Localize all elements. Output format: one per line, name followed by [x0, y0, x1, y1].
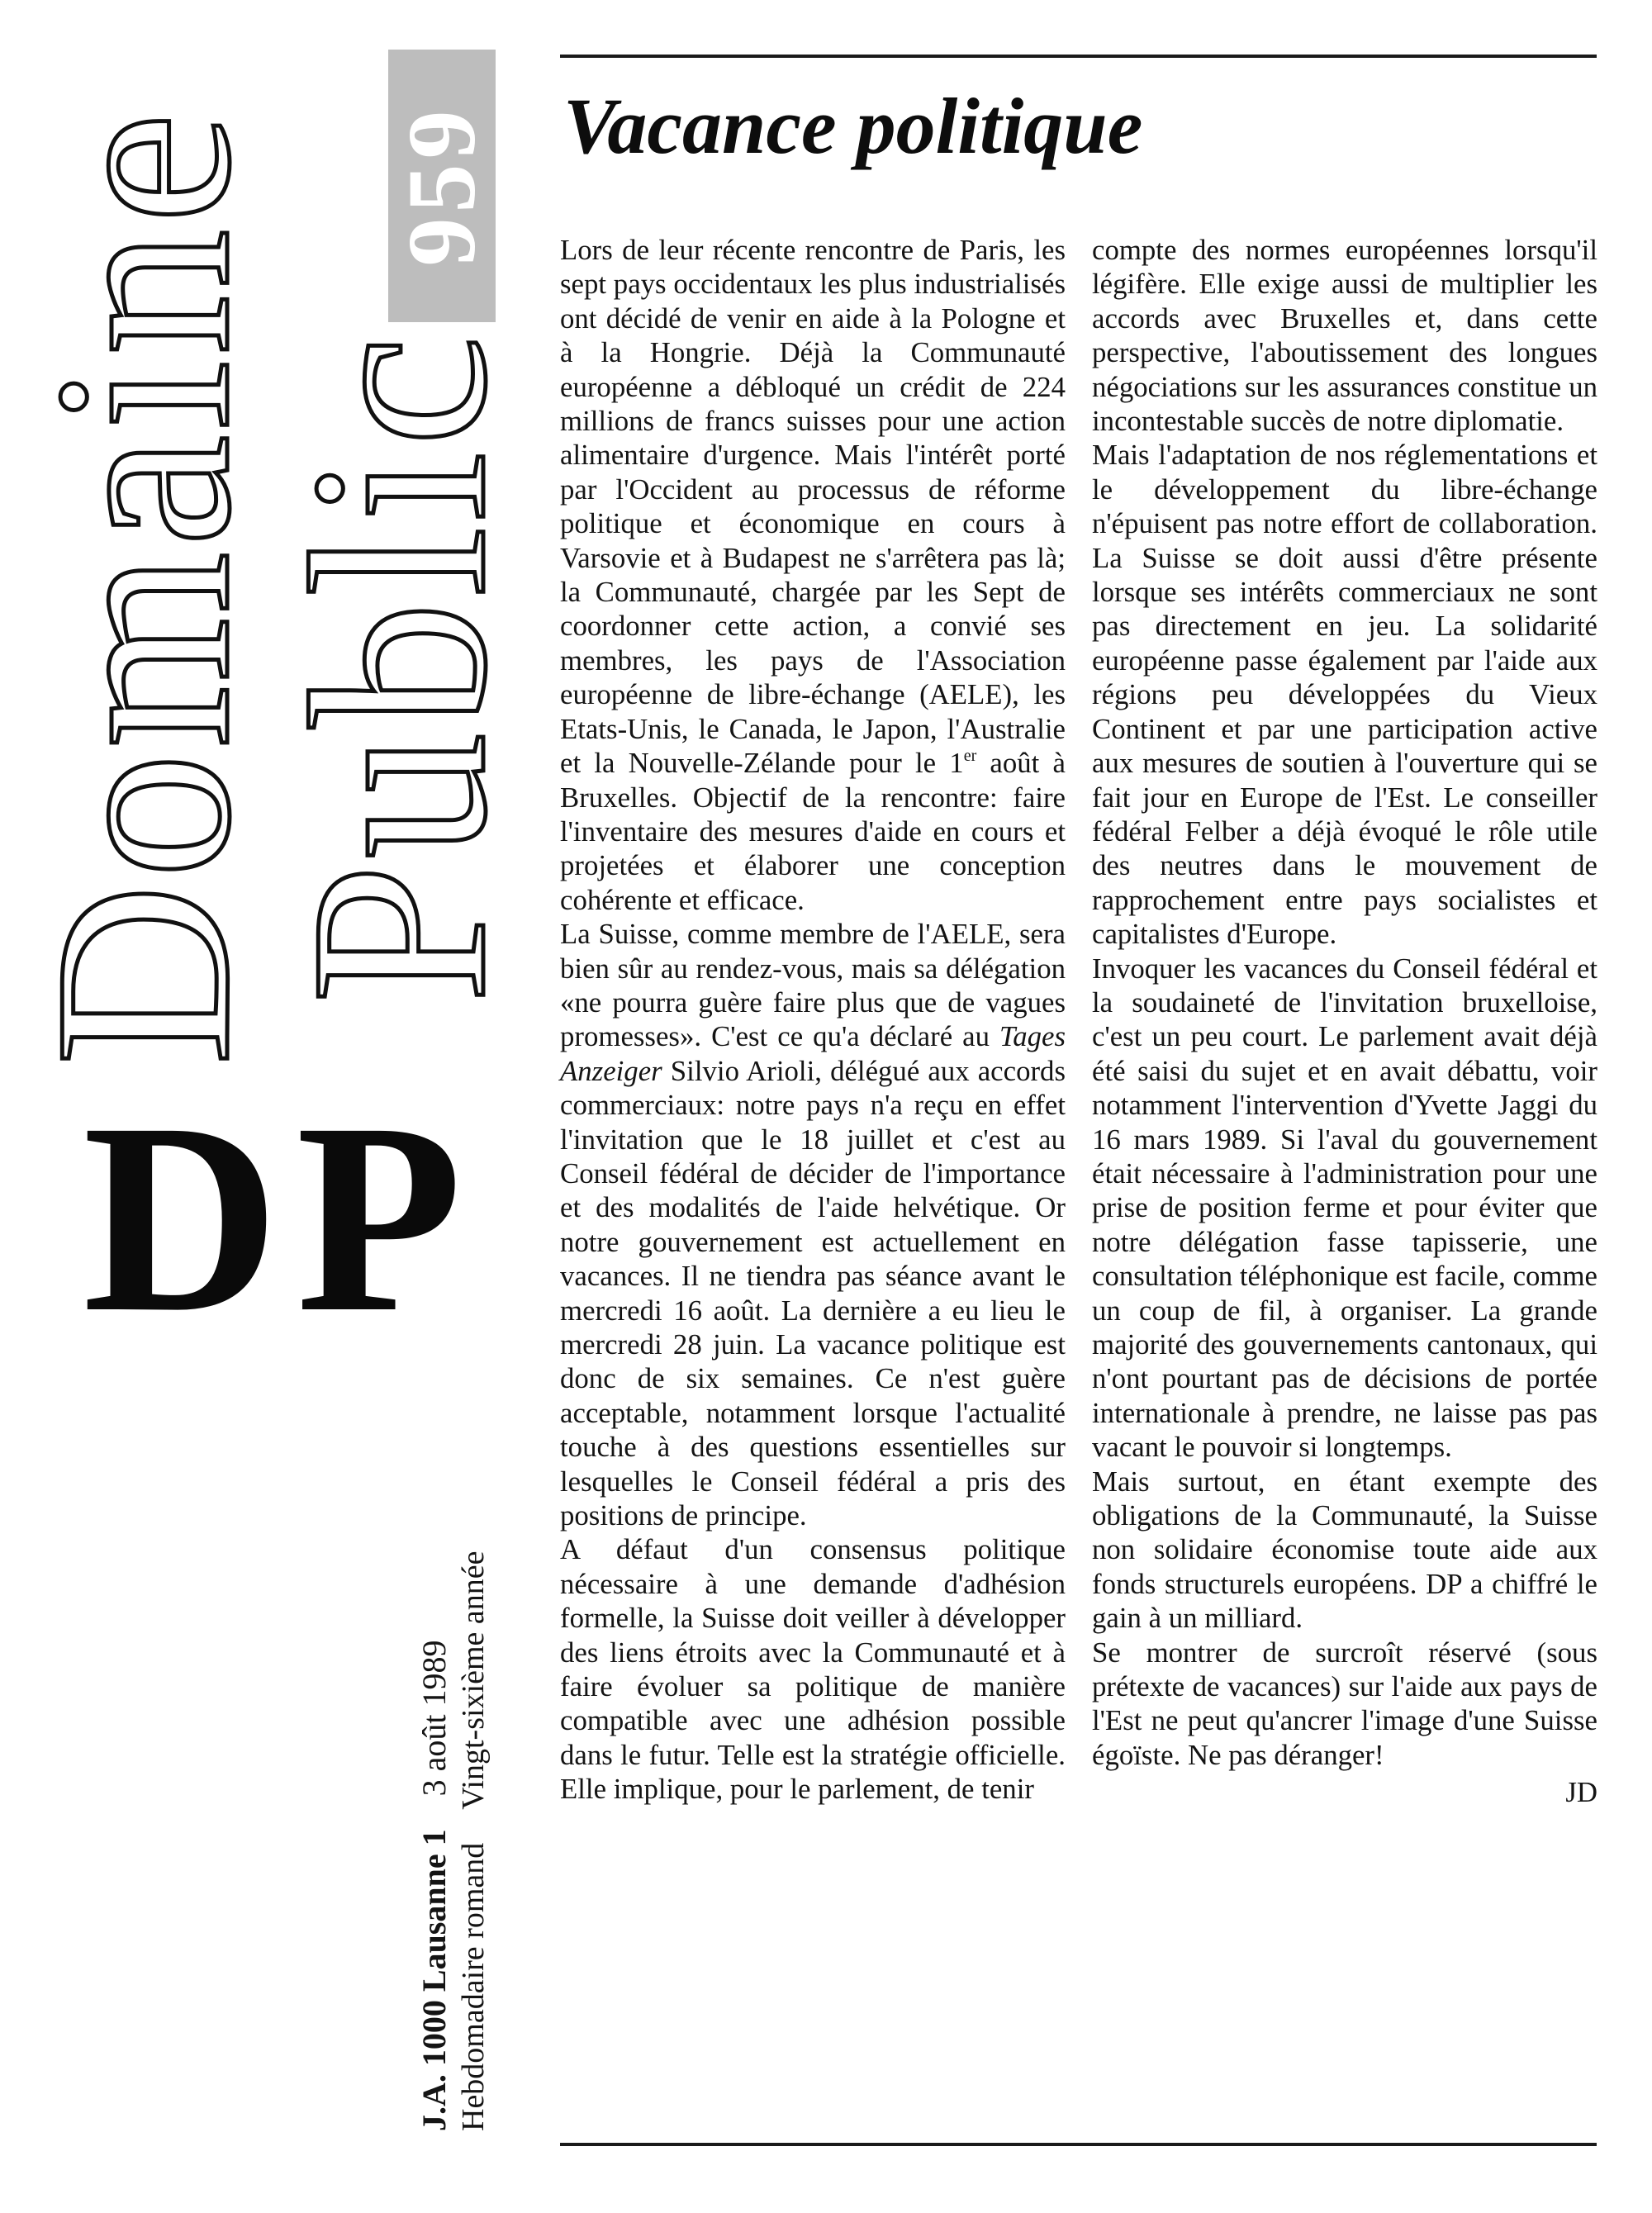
paragraph: A défaut d'un consensus politique nécessaire à une demande d'adhésion formelle, la Suisse doit veiller à développer des liens étroits avec la Communauté et à faire évoluer sa politique de manière compatible avec une adhésion possible dans le futur. Telle est la stratégie officielle. Elle implique, pour le parlement, de tenir: [560, 1533, 1066, 1806]
postal-code: J.A. 1000 Lausanne 1: [415, 1829, 453, 2131]
paragraph-text: Silvio Arioli, délégué aux accords commerciaux: notre pays n'a reçu en effet l'invitation que le 18 juillet et c'est au Conseil fédéral de décider de l'importance et des modalités de l'aide helvétique. Or notre gouvernement est actuellement en vacances. Il ne tiendra pas séance avant le mercredi 16 août. La dernière a eu lieu le mercredi 28 juin. La vacance politique est donc de six semaines. Ce n'est guère acceptable, notamment lorsque l'actualité touche à des questions essentielles sur lesquelles le Conseil fédéral a pris des positions de principe.: [560, 1054, 1066, 1532]
article-title: Vacance politique: [563, 82, 1143, 170]
paragraph-text: Lors de leur récente rencontre de Paris, les sept pays occidentaux les plus industrialisés ont décidé de venir en aide à la Pologne et à la Hongrie. Déjà la Communauté européenne a débloqué un crédit de 224 millions de francs suisses pour une action alimentaire d'urgence. Mais l'intérêt porté par l'Occident au processus de réforme politique et économique en cours à Varsovie et à Budapest ne s'arrêtera pas là; la Communauté, chargée par les Sept de coordonner cette action, a convié ses membres, les pays de l'Association européenne de libre-échange (AELE), les Etats-Unis, le Canada, le Japon, l'Australie et la Nouvelle-Zélande pour le 1: [560, 234, 1066, 780]
publication-year: Vingt-sixième année: [456, 1551, 491, 1810]
dp-logo: DP: [83, 1067, 479, 1369]
issue-date: 3 août 1989: [415, 1640, 453, 1797]
paragraph: [560, 917, 1066, 1532]
publication-meta-line: [454, 1551, 492, 2132]
newspaper-name: Tages Anzeiger: [560, 1020, 1066, 1087]
paragraph: Mais surtout, en étant exempte des obligations de la Communauté, la Suisse non solidaire économise toute aide aux fonds structurels européens. DP a chiffré le gain à un milliard.: [1092, 1465, 1597, 1635]
top-rule: [560, 55, 1597, 58]
article-column-2: [1092, 233, 1597, 1810]
paragraph: [560, 233, 1066, 917]
paragraph: Se montrer de surcroît réservé (sous prétexte de vacances) sur l'aide aux pays de l'Est ne peut qu'ancrer l'image d'une Suisse égoïste. Ne pas déranger!: [1092, 1636, 1597, 1771]
ordinal-suffix: er: [963, 747, 977, 766]
masthead-title-public: Public: [259, 330, 538, 1004]
paragraph-text: La Suisse, comme membre de l'AELE, sera bien sûr au rendez-vous, mais sa délégation «ne pourra guère faire plus que de vagues promesses». C'est ce qu'a déclaré au: [560, 918, 1066, 1053]
paragraph-text: août à Bruxelles. Objectif de la rencontre: faire l'inventaire des mesures d'aide en cours et projetées et élaborer une conception cohérente et efficace.: [560, 747, 1066, 916]
publication-info-line: [415, 1641, 454, 2132]
paragraph: compte des normes européennes lorsqu'il légifère. Elle exige aussi de multiplier les accords avec Bruxelles et, dans cette perspective, l'aboutissement des longues négociations sur les assurances constitue un incontestable succès de notre diplomatie.: [1092, 234, 1597, 438]
paragraph: Mais l'adaptation de nos réglementations et le développement du libre-échange n'épuisent pas notre effort de collaboration. La Suisse se doit aussi d'être présente lorsque ses intérêts commerciaux ne sont pas directement en jeu. La solidarité européenne passe également par l'aide aux régions peu développées du Vieux Continent et par une participation active aux mesures de soutien à l'ouverture qui se fait jour en Europe de l'Est. Le conseiller fédéral Felber a déjà évoqué le rôle utile des neutres dans le mouvement de rapprochement entre pays socialistes et capitalistes d'Europe.: [1092, 439, 1597, 951]
issue-number-badge: 959: [388, 50, 496, 322]
bottom-rule: [560, 2143, 1597, 2146]
publication-frequency: Hebdomadaire romand: [456, 1842, 491, 2131]
article-column-1: [560, 233, 1066, 1807]
paragraph: Invoquer les vacances du Conseil fédéral et la soudaineté de l'invitation bruxelloise, c'est un peu court. Le parlement avait déjà été saisi du sujet et en avait débattu, voir notamment l'intervention d'Yvette Jaggi du 16 mars 1989. Si l'aval du gouvernement était nécessaire à l'administration pour une prise de position ferme et pour éviter que notre délégation fasse tapisserie, une consultation téléphonique est facile, comme un coup de fil, à organiser. La grande majorité des gouvernements cantonaux, qui n'ont pourtant pas de décisions de portée internationale à prendre, ne laisse pas pas vacant le pouvoir si longtemps.: [1092, 952, 1597, 1464]
author-signature: JD: [1565, 1776, 1597, 1809]
masthead-title-domaine: Domaine: [2, 107, 282, 1066]
